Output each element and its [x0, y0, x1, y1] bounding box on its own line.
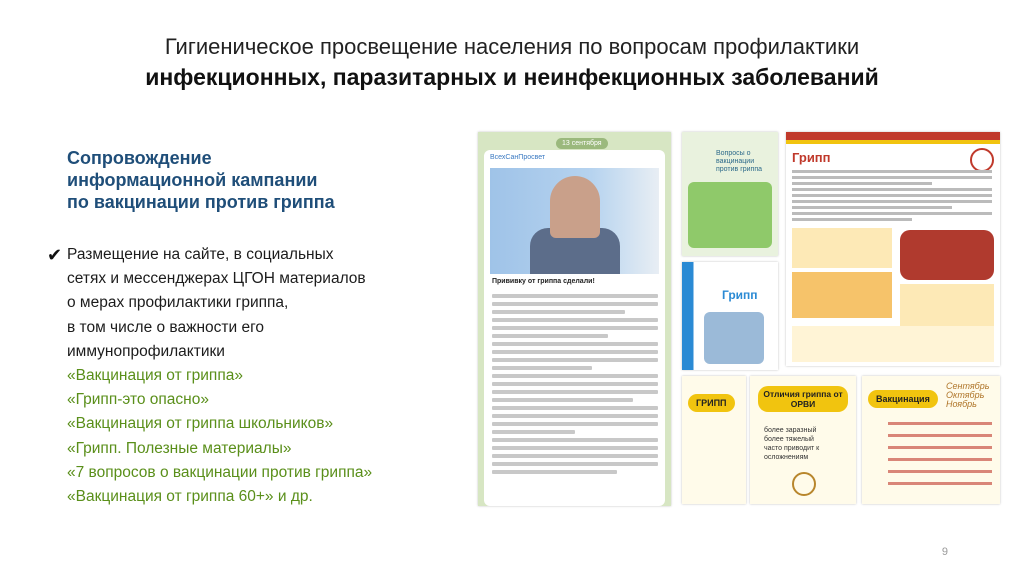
section-heading-line: информационной кампании	[67, 170, 318, 190]
bullet-text-line: сетях и мессенджерах ЦГОН материалов	[67, 270, 366, 288]
slide-title-line1: Гигиеническое просвещение населения по вопросам профилактики	[164, 34, 860, 59]
post-text-lines	[492, 294, 658, 478]
poster-rows	[870, 422, 992, 494]
poster-vaccination-title: Вакцинация	[868, 390, 938, 408]
poster-gripp-yellow	[682, 376, 746, 504]
post-photo	[490, 168, 659, 274]
telegram-post-screenshot	[478, 132, 671, 506]
material-item: «Грипп. Полезные материалы»	[67, 439, 292, 457]
material-item: «7 вопросов о вакцинации против гриппа»	[67, 463, 373, 481]
post-card	[484, 150, 665, 506]
post-channel: ВсехСанПросвет	[490, 154, 546, 161]
poster-questions	[682, 132, 778, 256]
materials-collage	[478, 132, 1000, 506]
poster-vaccination	[862, 376, 1000, 504]
poster-badge: ГРИПП	[688, 394, 735, 412]
checkmark-icon: ✔	[47, 245, 63, 265]
post-caption: Прививку от гриппа сделали!	[492, 278, 595, 285]
slide-title-line2: инфекционных, паразитарных и неинфекционных заболеваний	[145, 64, 879, 90]
bullet-text-line: в том числе о важности его	[67, 318, 265, 336]
poster-orvi-lines: более заразный более тяжелый часто приводит к осложнениям	[764, 427, 820, 461]
leaflet-text-lines	[792, 170, 992, 224]
bullet-text-line: о мерах профилактики гриппа,	[67, 294, 289, 312]
bullet-block	[47, 243, 477, 509]
leaflet-title: Грипп	[792, 150, 831, 165]
poster-gripp-blue	[682, 262, 778, 370]
poster-orvi-title: Отличия гриппа от ОРВИ	[758, 386, 848, 412]
material-item: «Вакцинация от гриппа школьников»	[67, 415, 334, 433]
poster-illustration	[704, 312, 764, 364]
material-item: «Грипп-это опасно»	[67, 391, 209, 409]
material-item: «Вакцинация от гриппа 60+» и др.	[67, 488, 313, 506]
logo-icon	[970, 148, 994, 172]
person-head-shape	[550, 176, 600, 238]
poster-orvi	[750, 376, 856, 504]
section-heading-line: по вакцинации против гриппа	[67, 192, 335, 212]
leaflet-illustration	[900, 230, 994, 280]
bullet-text-line: иммунопрофилактики	[67, 342, 225, 360]
globe-icon	[792, 472, 816, 496]
poster-questions-title: Вопросы о вакцинации против гриппа	[716, 150, 763, 173]
poster-gripp-title: Грипп	[722, 288, 758, 302]
section-heading-line: Сопровождение	[67, 148, 212, 168]
page-number: 9	[941, 546, 948, 558]
poster-months: Сентябрь Октябрь Ноябрь	[946, 381, 990, 409]
section-heading	[67, 147, 427, 213]
bullet-text-line: Размещение на сайте, в социальных	[67, 246, 334, 263]
leaflet-gripp	[786, 132, 1000, 366]
material-item: «Вакцинация от гриппа»	[67, 367, 243, 385]
post-date: 13 сентября	[556, 138, 608, 149]
poster-illustration	[688, 182, 772, 248]
